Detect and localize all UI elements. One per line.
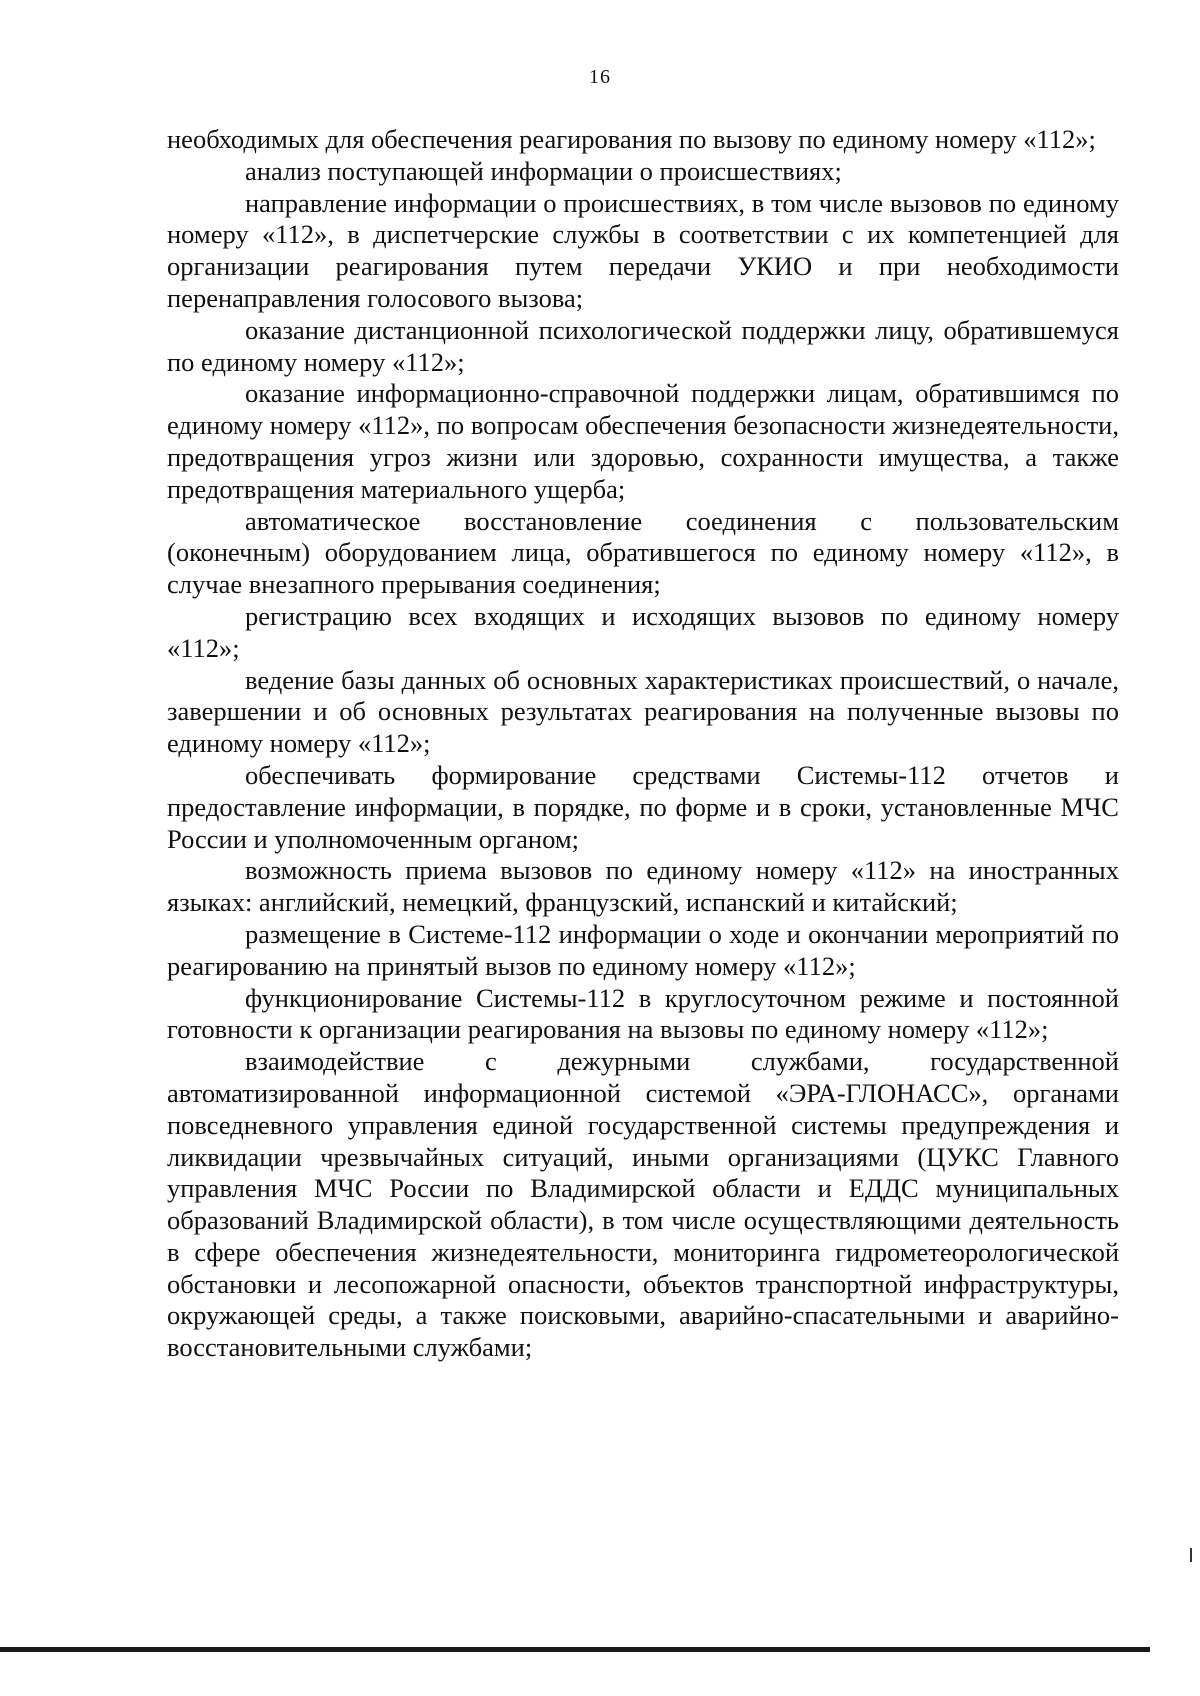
paragraph: размещение в Системе-112 информации о ходе и окончании мероприятий по реагированию на принятый вызов по единому номеру «112»; [167,918,1119,981]
paragraph: направление информации о происшествиях, в том числе вызовов по единому номеру «112», в диспетчерские службы в соответствии с их компетенцией для организации реагирования путем передачи УКИО и при необходимости перенаправления голосового вызова; [167,187,1119,313]
paragraph: анализ поступающей информации о происшествиях; [245,155,842,186]
paragraph: взаимодействие с дежурными службами, государственной автоматизированной информационной системой «ЭРА-ГЛОНАСС», органами повседневного управления единой государственной системы предупреждения и ликвидации чрезвычайных ситуаций, иными организациями (ЦУКС Главного управления МЧС России по Владимирской области и ЕДДС муниципальных образований Владимирской области), в том числе осуществляющими деятельность в сфере обеспечения жизнедеятельности, мониторинга гидрометеорологической обстановки и лесопожарной опасности, объектов транспортной инфраструктуры, окружающей среды, а также поисковыми, аварийно-спасательными и аварийно-восстановительными службами; [167,1046,1119,1363]
scan-edge-mark [1190,1548,1192,1562]
paragraph: обеспечивать формирование средствами Системы-112 отчетов и предоставление информации, в порядке, по форме и в сроки, установленные МЧС России и уполномоченным органом; [167,759,1119,854]
scan-bottom-rule [0,1647,1150,1652]
paragraph: возможность приема вызовов по единому номеру «112» на иностранных языках: английский, немецкий, французский, испанский и китайский; [167,855,1119,918]
paragraph: функционирование Системы-112 в круглосуточном режиме и постоянной готовности к организации реагирования на вызовы по единому номеру «112»; [167,982,1119,1045]
paragraph: ведение базы данных об основных характеристиках происшествий, о начале, завершении и об основных результатах реагирования на полученные вызовы по единому номеру «112»; [167,664,1119,759]
page-number: 16 [589,66,611,88]
paragraph: оказание дистанционной психологической поддержки лицу, обратившемуся по единому номеру «112»; [167,314,1119,377]
paragraph: автоматическое восстановление соединения с пользовательским (оконечным) оборудованием лица, обратившегося по единому номеру «112», в случае внезапного прерывания соединения; [167,505,1119,600]
paragraph: оказание информационно-справочной поддержки лицам, обратившимся по единому номеру «112», по вопросам обеспечения безопасности жизнедеятельности, предотвращения угроз жизни или здоровью, сохранности имущества, а также предотвращения материального ущерба; [167,378,1119,504]
document-body [167,124,1119,1364]
paragraph: регистрацию всех входящих и исходящих вызовов по единому номеру «112»; [167,600,1119,663]
paragraph-continuation: необходимых для обеспечения реагирования по вызову по единому номеру «112»; [167,124,1096,154]
